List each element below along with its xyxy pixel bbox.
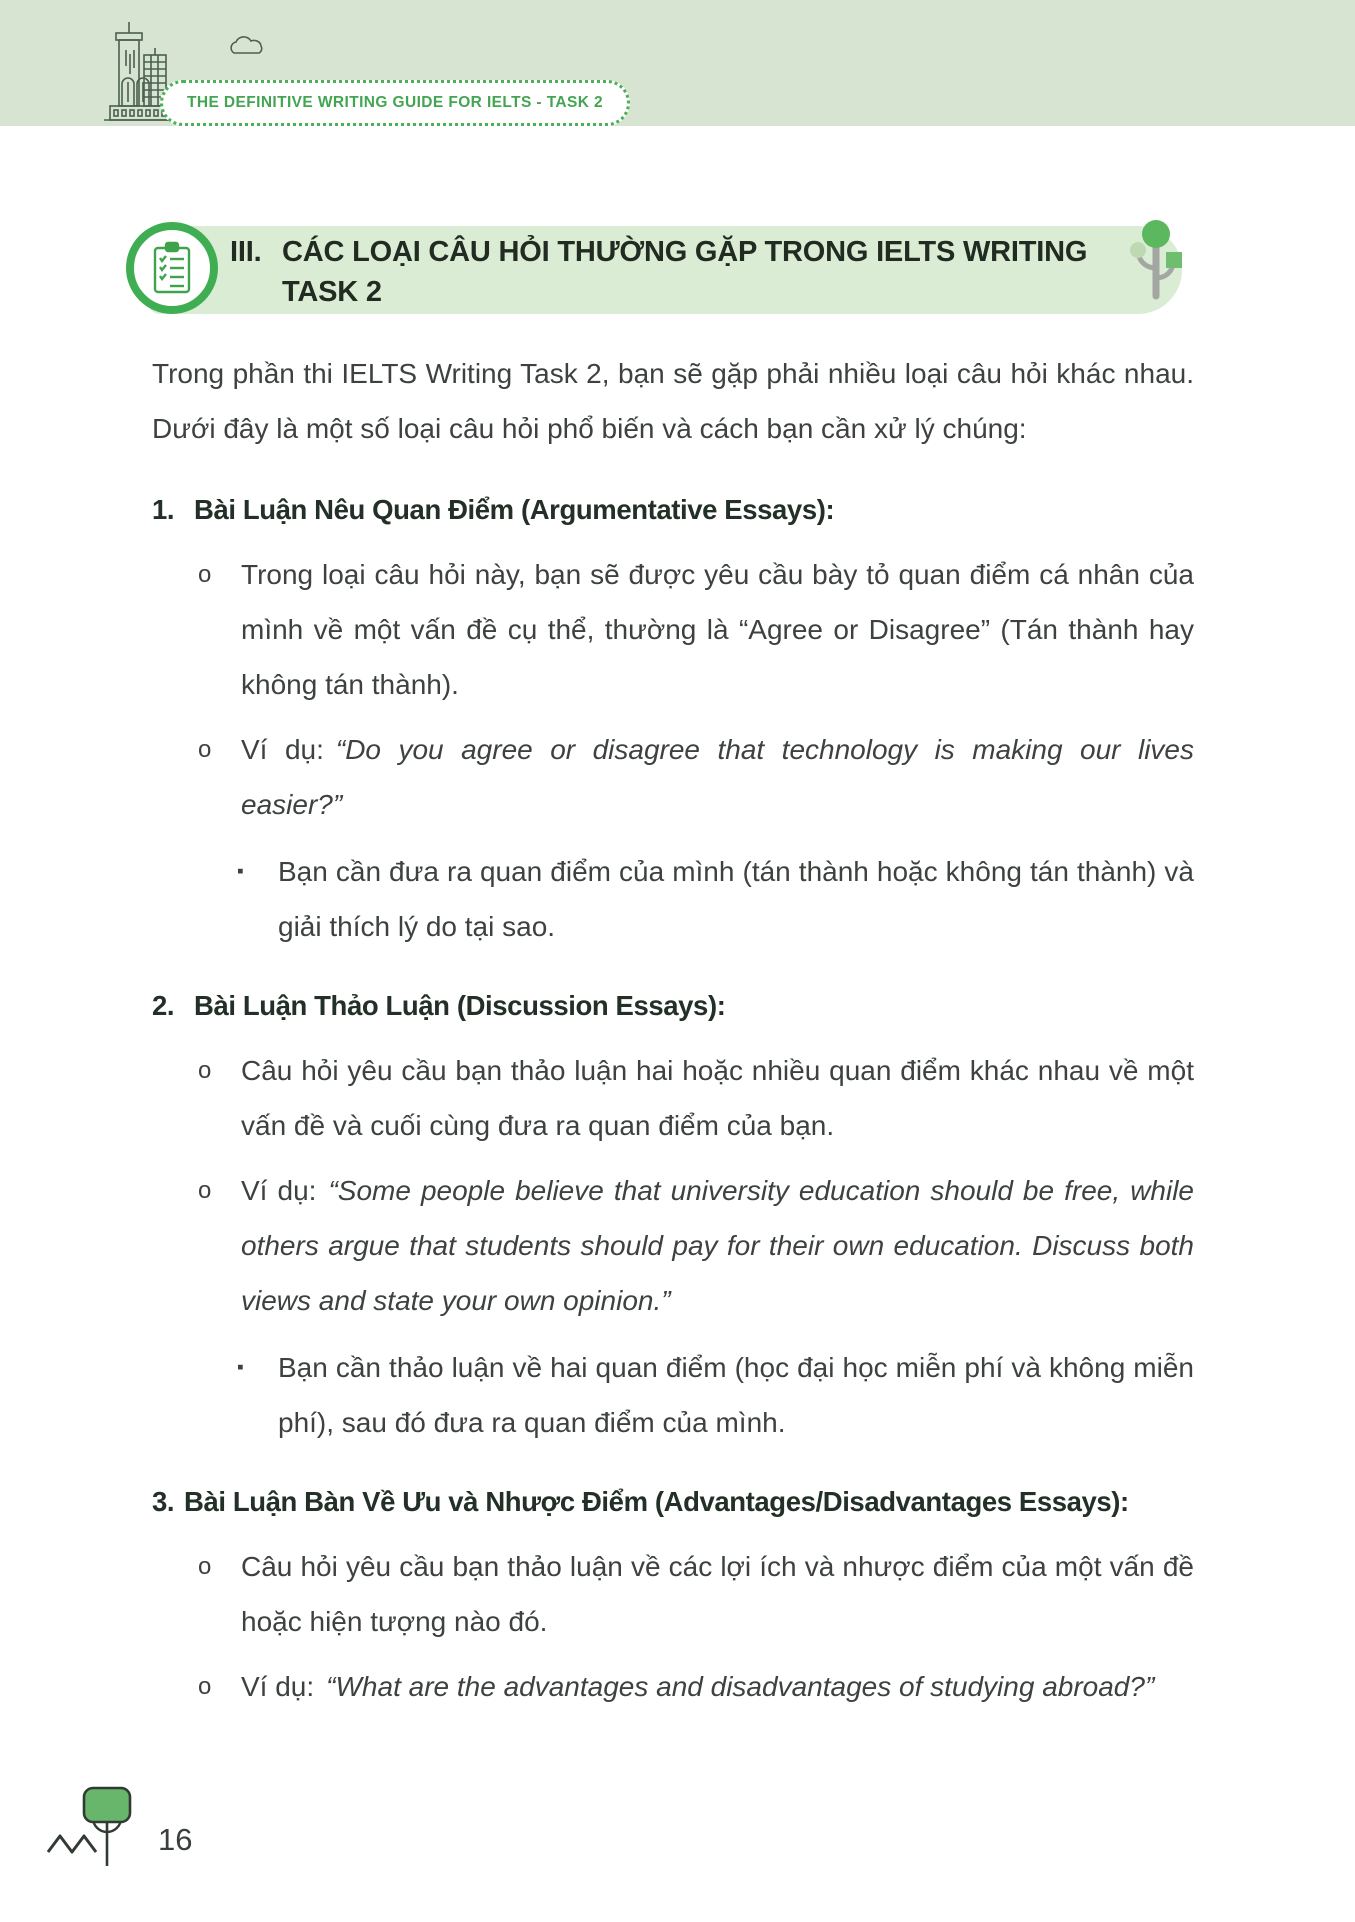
- page-content: [152, 346, 1194, 1724]
- intro-paragraph: Trong phần thi IELTS Writing Task 2, bạn sẽ gặp phải nhiều loại câu hỏi khác nhau. Dưới đây là một số loại câu hỏi phổ biến và cách bạn cần xử lý chúng:: [152, 358, 1194, 444]
- list-item: o Trong loại câu hỏi này, bạn sẽ được yêu cầu bày tỏ quan điểm cá nhân của mình về một vấn đề cụ thể, thường là “Agree or Disagree” (Tán thành hay không tán thành).: [198, 547, 1194, 712]
- question-type-item-1: [152, 482, 1194, 954]
- cloud-icon: [228, 36, 268, 56]
- sub-note: ▪ Bạn cần thảo luận về hai quan điểm (học đại học miễn phí và không miễn phí), sau đó đưa ra quan điểm của mình.: [237, 1340, 1194, 1450]
- section-title-line1: CÁC LOẠI CÂU HỎI THƯỜNG GẶP TRONG IELTS WRITING: [282, 236, 1088, 268]
- circle-bullet-marker: o: [198, 561, 212, 588]
- section-title-line2: TASK 2: [282, 276, 382, 308]
- example-label: Ví dụ:: [241, 1175, 317, 1206]
- question-type-item-3: [152, 1474, 1194, 1714]
- list-item: [198, 1163, 1194, 1328]
- clipboard-badge: [126, 222, 218, 314]
- header-band: [0, 0, 1355, 126]
- question-type-item-2: [152, 978, 1194, 1450]
- footer-tree-icon: [44, 1786, 156, 1878]
- example-quote: “What are the advantages and disadvantages of studying abroad?”: [326, 1671, 1155, 1702]
- sub-note: ▪ Bạn cần đưa ra quan điểm của mình (tán thành hoặc không tán thành) và giải thích lý do tại sao.: [237, 844, 1194, 954]
- clipboard-checklist-icon: [144, 239, 200, 297]
- section-heading: [230, 232, 1087, 312]
- header-ribbon-label: THE DEFINITIVE WRITING GUIDE FOR IELTS - TASK 2: [187, 94, 604, 111]
- example-label: Ví dụ:: [241, 734, 324, 765]
- example-quote: “Do you agree or disagree that technology is making our lives easier?”: [241, 734, 1194, 820]
- list-item: o Câu hỏi yêu cầu bạn thảo luận về các lợi ích và nhược điểm của một vấn đề hoặc hiện tượng nào đó.: [198, 1539, 1194, 1649]
- item-1-title: 1. Bài Luận Nêu Quan Điểm (Argumentative Essays):: [152, 494, 835, 525]
- circle-bullet-marker: o: [198, 1553, 212, 1580]
- item-2-title: 2. Bài Luận Thảo Luận (Discussion Essays):: [152, 990, 726, 1021]
- example-quote: “Some people believe that university education should be free, while others argue that students should pay for their own education. Discuss both views and state your own opinion.”: [241, 1175, 1194, 1316]
- section-title-band: [148, 226, 1182, 314]
- circle-bullet-marker: o: [198, 1177, 212, 1204]
- circle-bullet-marker: o: [198, 736, 212, 763]
- circle-bullet-marker: o: [198, 1057, 212, 1084]
- list-item: [198, 1659, 1194, 1714]
- page-number: 16: [158, 1822, 193, 1857]
- example-label: Ví dụ:: [241, 1671, 315, 1702]
- list-item: [198, 722, 1194, 832]
- circle-bullet-marker: o: [198, 1673, 212, 1700]
- section-number: III.: [230, 236, 262, 268]
- list-item: o Câu hỏi yêu cầu bạn thảo luận hai hoặc nhiều quan điểm khác nhau về một vấn đề và cuối cùng đưa ra quan điểm của bạn.: [198, 1043, 1194, 1153]
- tree-icon: [1122, 212, 1188, 300]
- square-bullet-marker: ▪: [237, 1357, 244, 1378]
- item-3-title: 3. Bài Luận Bàn Về Ưu và Nhược Điểm (Advantages/Disadvantages Essays):: [152, 1486, 1129, 1517]
- header-ribbon: [160, 80, 630, 126]
- square-bullet-marker: ▪: [237, 861, 244, 882]
